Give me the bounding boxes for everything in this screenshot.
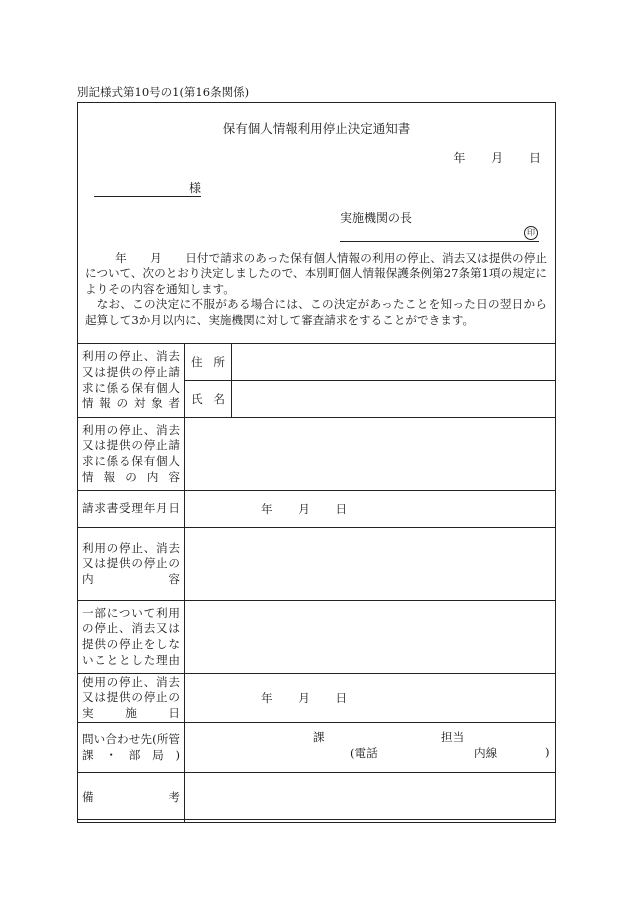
stop-content-label: 利用の停止、消去又は提供の停止の内容 <box>78 528 185 601</box>
contact-tel: (電話 <box>350 746 378 760</box>
partial-reason-label: 一部について利用の停止、消去又は提供の停止をしないこととした理由 <box>78 601 185 674</box>
addressee-suffix: 様 <box>188 181 201 195</box>
notice-paragraph-1: 年 月 日付で請求のあった保有個人情報の利用の停止、消去又は提供の停止について、次のとおり決定しましたので、本別町個人情報保護条例第27条第1項の規定によりその内容を通知します。 <box>85 251 547 296</box>
received-date-field[interactable]: 年 月 日 <box>185 491 556 528</box>
target-person-label: 利用の停止、消去又は提供の停止請求に係る保有個人情報の対象者 <box>78 344 185 418</box>
seal-icon: 印 <box>524 226 538 240</box>
issue-date: 年 月 日 <box>453 151 541 165</box>
notice-body <box>85 251 547 328</box>
name-field[interactable] <box>232 381 556 418</box>
stop-content-field[interactable] <box>185 528 556 601</box>
issuer-title: 実施機関の長 <box>340 211 413 225</box>
remarks-label: 備考 <box>78 773 185 823</box>
contact-close: ) <box>545 745 550 759</box>
name-label-cell <box>185 381 232 418</box>
name-label: 氏名 <box>191 392 225 406</box>
issuer-signature-line[interactable] <box>340 225 539 242</box>
notice-paragraph-2: なお、この決定に不服がある場合には、この決定があったことを知った日の翌日から起算して3か月以内に、実施機関に対して審査請求をすることができます。 <box>85 297 547 327</box>
received-date-label: 請求書受理年月日 <box>78 491 185 528</box>
notice-form <box>77 102 556 820</box>
contact-person: 担当 <box>441 730 465 744</box>
execution-date-label: 使用の停止、消去又は提供の停止の実施日 <box>78 674 185 723</box>
address-field[interactable] <box>232 344 556 381</box>
form-reference: 別記様式第10号の1(第16条関係) <box>77 85 250 99</box>
contact-section: 課 <box>313 730 325 744</box>
form-title: 保有個人情報利用停止決定通知書 <box>222 121 411 136</box>
contact-field[interactable] <box>185 723 556 773</box>
contact-label: 問い合わせ先(所管課・部局) <box>78 723 185 773</box>
remarks-field[interactable] <box>185 773 556 823</box>
address-label-cell <box>185 344 232 381</box>
info-content-label: 利用の停止、消去又は提供の停止請求に係る保有個人情報の内容 <box>78 418 185 491</box>
address-label: 住所 <box>191 355 225 369</box>
partial-reason-field[interactable] <box>185 601 556 674</box>
addressee-line[interactable] <box>94 180 201 197</box>
contact-ext: 内線 <box>474 746 498 760</box>
decision-table <box>77 343 556 823</box>
execution-date-field[interactable]: 年 月 日 <box>185 674 556 723</box>
info-content-field[interactable] <box>185 418 556 491</box>
